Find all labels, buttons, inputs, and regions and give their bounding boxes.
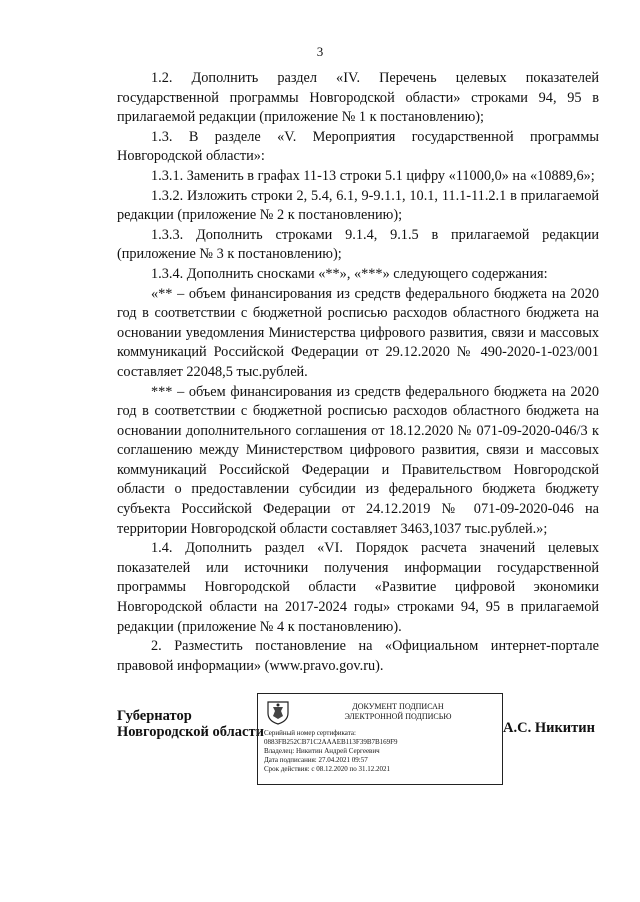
signatory-name: А.С. Никитин: [503, 720, 595, 736]
coat-of-arms-icon: [264, 699, 292, 725]
validity-period: Срок действия: с 08.12.2020 по 31.12.2021: [264, 765, 390, 773]
stamp-details: [264, 729, 500, 774]
signatory-title-line1: Губернатор: [117, 708, 192, 724]
certificate-owner: Владелец: Никитин Андрей Сергеевич: [264, 747, 380, 755]
paragraph-1-3-4: 1.3.4. Дополнить сносками «**», «***» следующего содержания:: [151, 265, 548, 282]
signing-date: Дата подписания: 27.04.2021 09:57: [264, 756, 368, 764]
document-body: [117, 69, 599, 676]
paragraph-1-4: 1.4. Дополнить раздел «VI. Порядок расчета значений целевых показателей или источники получения информации государственной программы Новгородской области «Развитие цифровой экономики Новгородской области на 2017-2024 годы» строками 94, 95 в прилагаемой редакции (приложение № 4 к постановлению).: [117, 540, 599, 635]
page-number: 3: [316, 44, 324, 59]
stamp-heading-line2: ЭЛЕКТРОННОЙ ПОДПИСЬЮ: [344, 712, 452, 721]
footnote-triple-star: *** – объем финансирования из средств федерального бюджета на 2020 год в соответствии с бюджетной росписью расходов областного бюджета на основании дополнительного соглашения от 18.12.2020 № 071-09-2020-046/3 к соглашению между Министерством цифрового развития, связи и массовых коммуникаций Российской Федерации и Правительством Новгородской области о предоставлении субсидии из федерального бюджета бюджету субъекта Российской Федерации от 24.12.2019 № 071-09-2020-046 на территории Новгородской области составляет 3463,1037 тыс.рублей.»;: [117, 383, 599, 537]
paragraph-1-3-3: 1.3.3. Дополнить строками 9.1.4, 9.1.5 в прилагаемой редакции (приложение № 3 к постановлению);: [117, 226, 599, 263]
stamp-heading-line1: ДОКУМЕНТ ПОДПИСАН: [352, 702, 444, 711]
paragraph-1-2: 1.2. Дополнить раздел «IV. Перечень целевых показателей государственной программы Новгородской области» строками 94, 95 в прилагаемой редакции (приложение № 1 к постановлению);: [117, 70, 599, 126]
signatory-title-line2: Новгородской области: [117, 724, 264, 740]
signatory-title: [117, 708, 264, 740]
certificate-number: 0883FB252CB71C2AAAEB113F39B7B169F9: [264, 738, 398, 746]
electronic-signature-stamp: [257, 693, 503, 785]
certificate-label: Серийный номер сертификата:: [264, 729, 356, 737]
stamp-heading: [298, 702, 498, 722]
paragraph-1-3: 1.3. В разделе «V. Мероприятия государственной программы Новгородской области»:: [117, 128, 599, 165]
paragraph-1-3-1: 1.3.1. Заменить в графах 11-13 строки 5.1 цифру «11000,0» на «10889,6»;: [151, 167, 595, 184]
paragraph-1-3-2: 1.3.2. Изложить строки 2, 5.4, 6.1, 9-9.1.1, 10.1, 11.1-11.2.1 в прилагаемой редакции (приложение № 2 к постановлению);: [117, 187, 599, 224]
footnote-double-star: «** – объем финансирования из средств федерального бюджета на 2020 год в соответствии с бюджетной росписью расходов областного бюджета на основании уведомления Министерства цифрового развития, связи и массовых коммуникаций Российской Федерации от 29.12.2020 № 490-2020-1-023/001 составляет 22048,5 тыс.рублей.: [117, 285, 599, 380]
paragraph-2: 2. Разместить постановление на «Официальном интернет-портале правовой информации» (www.pravo.gov.ru).: [117, 638, 599, 674]
